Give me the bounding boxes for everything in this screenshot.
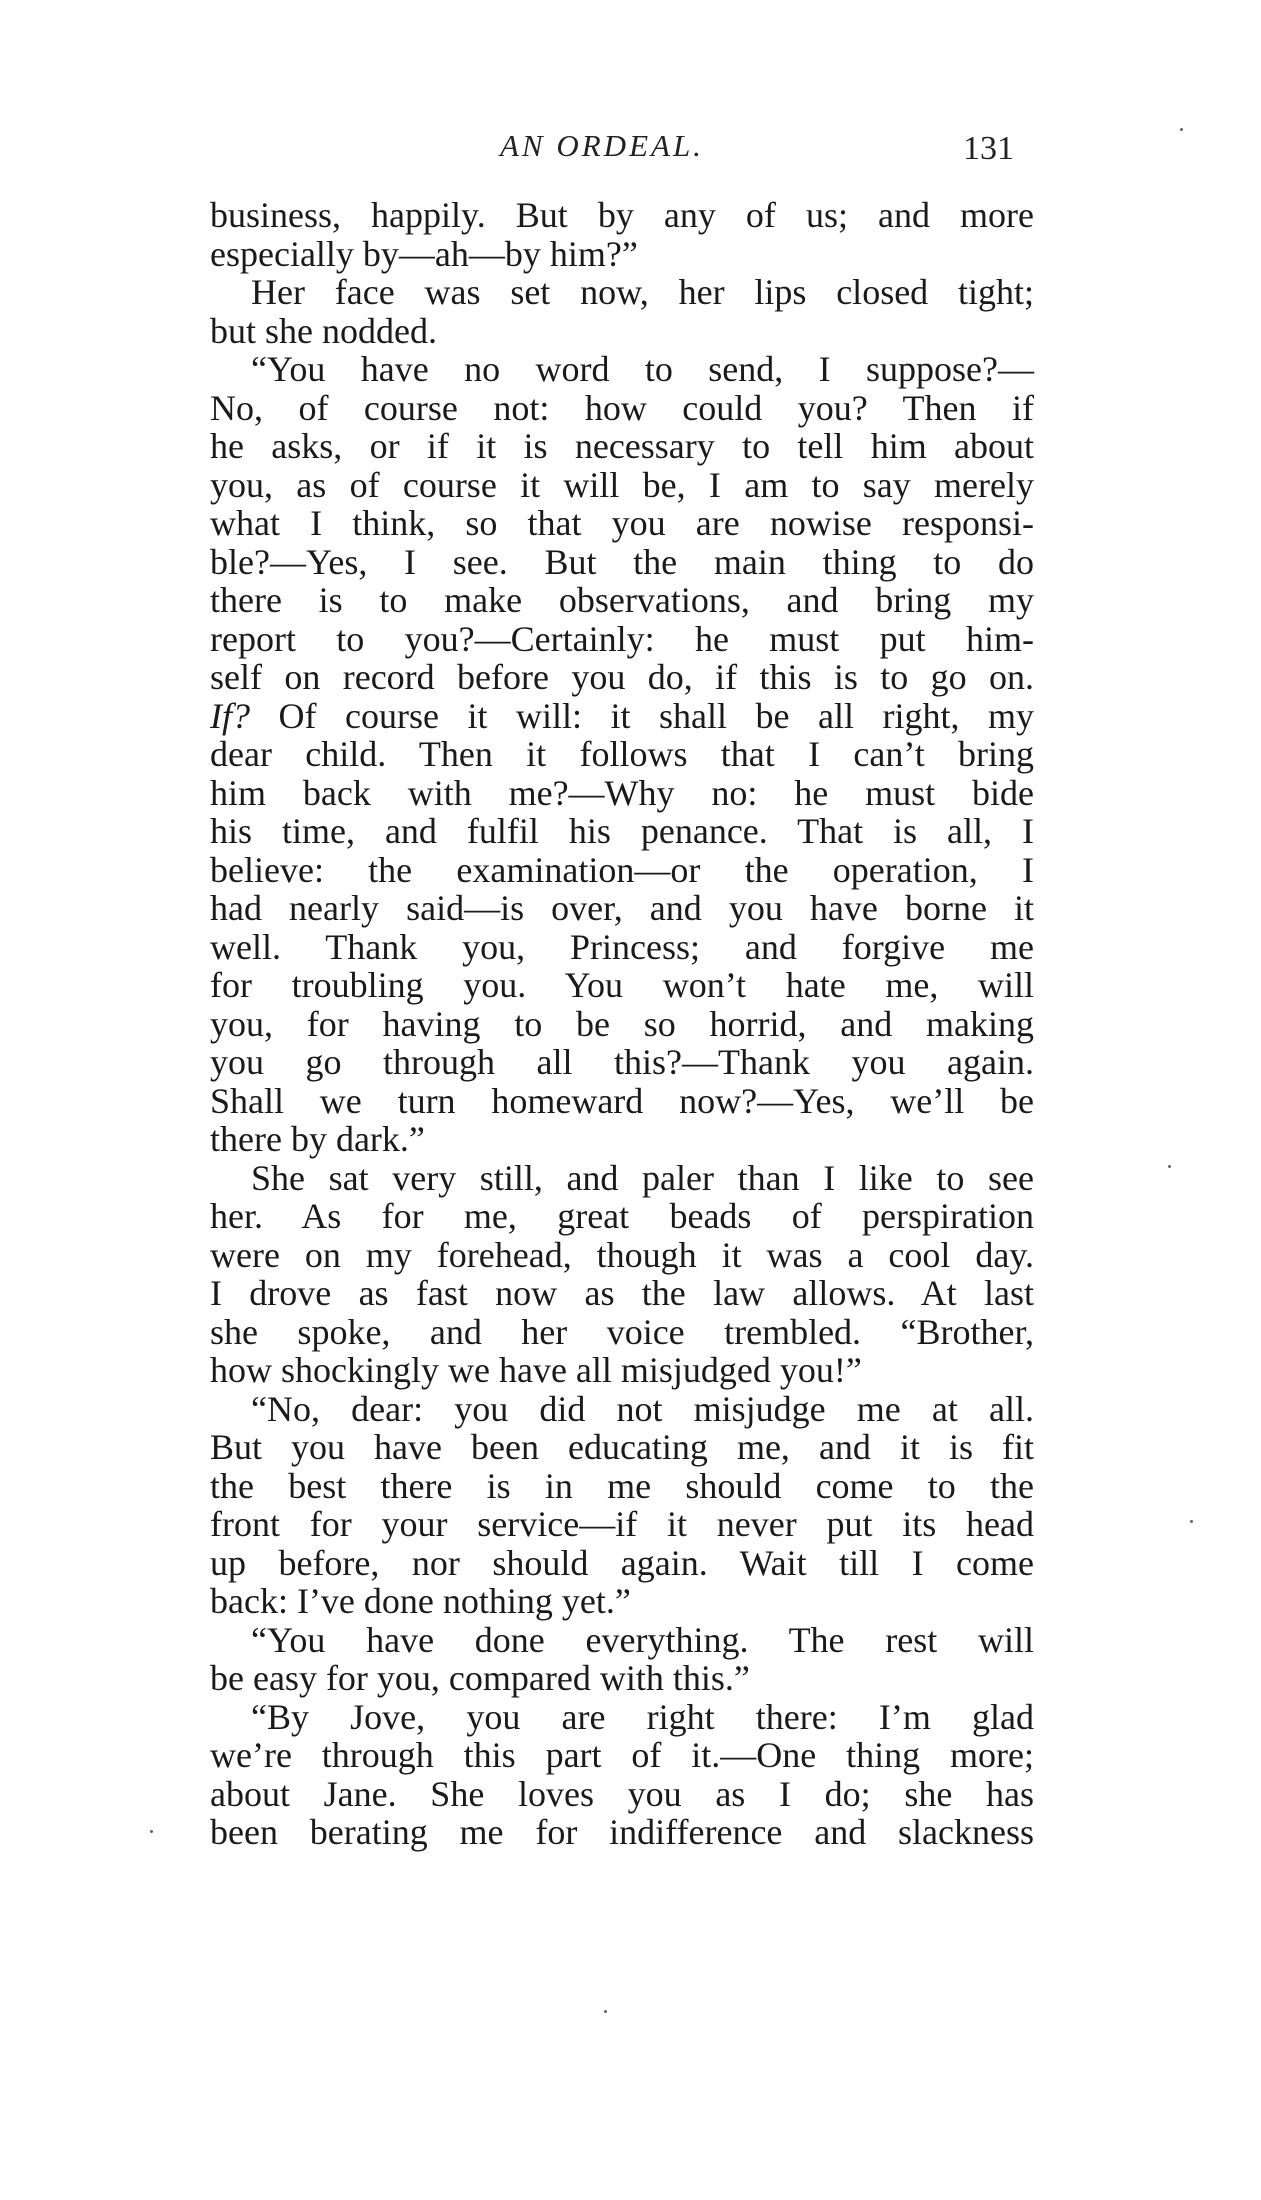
text-line: self on record before you do, if this is to go on. bbox=[210, 657, 1034, 697]
text-line: up before, nor should again. Wait till I come bbox=[210, 1542, 1034, 1583]
text-line: been berating me for indifference and slackness bbox=[210, 1812, 1034, 1852]
text-line: you go through all this?—Thank you again. bbox=[210, 1042, 1034, 1082]
italic-emphasis: If? bbox=[210, 695, 250, 736]
text-line: what I think, so that you are nowise responsi- bbox=[210, 503, 1034, 543]
text-line: he asks, or if it is necessary to tell him about bbox=[210, 426, 1034, 466]
text-line: ble?—Yes, I see. But the main thing to do bbox=[210, 541, 1034, 582]
text-line: She sat very still, and paler than I like to see bbox=[251, 1157, 1034, 1198]
text-line: his time, and fulfil his penance. That is all, I bbox=[210, 811, 1034, 851]
text-line: “By Jove, you are right there: I’m glad bbox=[251, 1696, 1034, 1737]
text-line: well. Thank you, Princess; and forgive me bbox=[210, 926, 1034, 967]
text-line: we’re through this part of it.—One thing more; bbox=[210, 1735, 1034, 1775]
text-line: “You have done everything. The rest will bbox=[251, 1619, 1034, 1660]
running-head bbox=[0, 128, 1261, 178]
text-line: she spoke, and her voice trembled. “Brother, bbox=[210, 1311, 1034, 1352]
text-line: If? Of course it will: it shall be all right, my bbox=[210, 695, 1034, 736]
text-line: you, as of course it will be, I am to say merely bbox=[210, 464, 1034, 505]
text-line: business, happily. But by any of us; and more bbox=[210, 195, 1034, 235]
text-line: I drove as fast now as the law allows. At last bbox=[210, 1273, 1034, 1313]
scan-speck bbox=[1180, 128, 1183, 131]
text-line: Shall we turn homeward now?—Yes, we’ll be bbox=[210, 1080, 1034, 1121]
body-text bbox=[210, 196, 1034, 1852]
text-line: But you have been educating me, and it is fit bbox=[210, 1427, 1034, 1467]
text-line: there is to make observations, and bring my bbox=[210, 580, 1034, 620]
text-line: report to you?—Certainly: he must put him- bbox=[210, 618, 1034, 659]
text-line: front for your service—if it never put its head bbox=[210, 1504, 1034, 1544]
text-line: “You have no word to send, I suppose?— bbox=[251, 349, 1034, 389]
text-line: had nearly said—is over, and you have borne it bbox=[210, 888, 1034, 928]
text-line: dear child. Then it follows that I can’t bring bbox=[210, 734, 1034, 774]
scan-speck bbox=[1168, 1165, 1171, 1168]
text-line: especially by—ah—by him?” bbox=[210, 233, 638, 274]
page-number: 131 bbox=[963, 130, 1014, 167]
scan-speck bbox=[150, 1830, 153, 1833]
text-line: “No, dear: you did not misjudge me at all. bbox=[251, 1388, 1034, 1429]
text-line: her. As for me, great beads of perspiration bbox=[210, 1196, 1034, 1236]
running-title: AN ORDEAL. bbox=[500, 128, 704, 163]
text-line: you, for having to be so horrid, and making bbox=[210, 1003, 1034, 1044]
text-line: for troubling you. You won’t hate me, will bbox=[210, 965, 1034, 1005]
text-line: but she nodded. bbox=[210, 310, 437, 351]
scan-speck bbox=[604, 2010, 607, 2013]
text-line: back: I’ve done nothing yet.” bbox=[210, 1581, 631, 1621]
text-line: Her face was set now, her lips closed tight; bbox=[251, 272, 1034, 312]
text-line: believe: the examination—or the operation, I bbox=[210, 849, 1034, 890]
text-line: were on my forehead, though it was a cool day. bbox=[210, 1234, 1034, 1275]
text-line: there by dark.” bbox=[210, 1119, 425, 1159]
text-line: how shockingly we have all misjudged you!” bbox=[210, 1350, 862, 1390]
text-line: be easy for you, compared with this.” bbox=[210, 1658, 750, 1698]
text-line: No, of course not: how could you? Then if bbox=[210, 387, 1034, 428]
text-line: him back with me?—Why no: he must bide bbox=[210, 772, 1034, 813]
text-line: about Jane. She loves you as I do; she has bbox=[210, 1773, 1034, 1814]
scan-speck bbox=[1190, 1520, 1193, 1523]
text-line: the best there is in me should come to the bbox=[210, 1465, 1034, 1506]
